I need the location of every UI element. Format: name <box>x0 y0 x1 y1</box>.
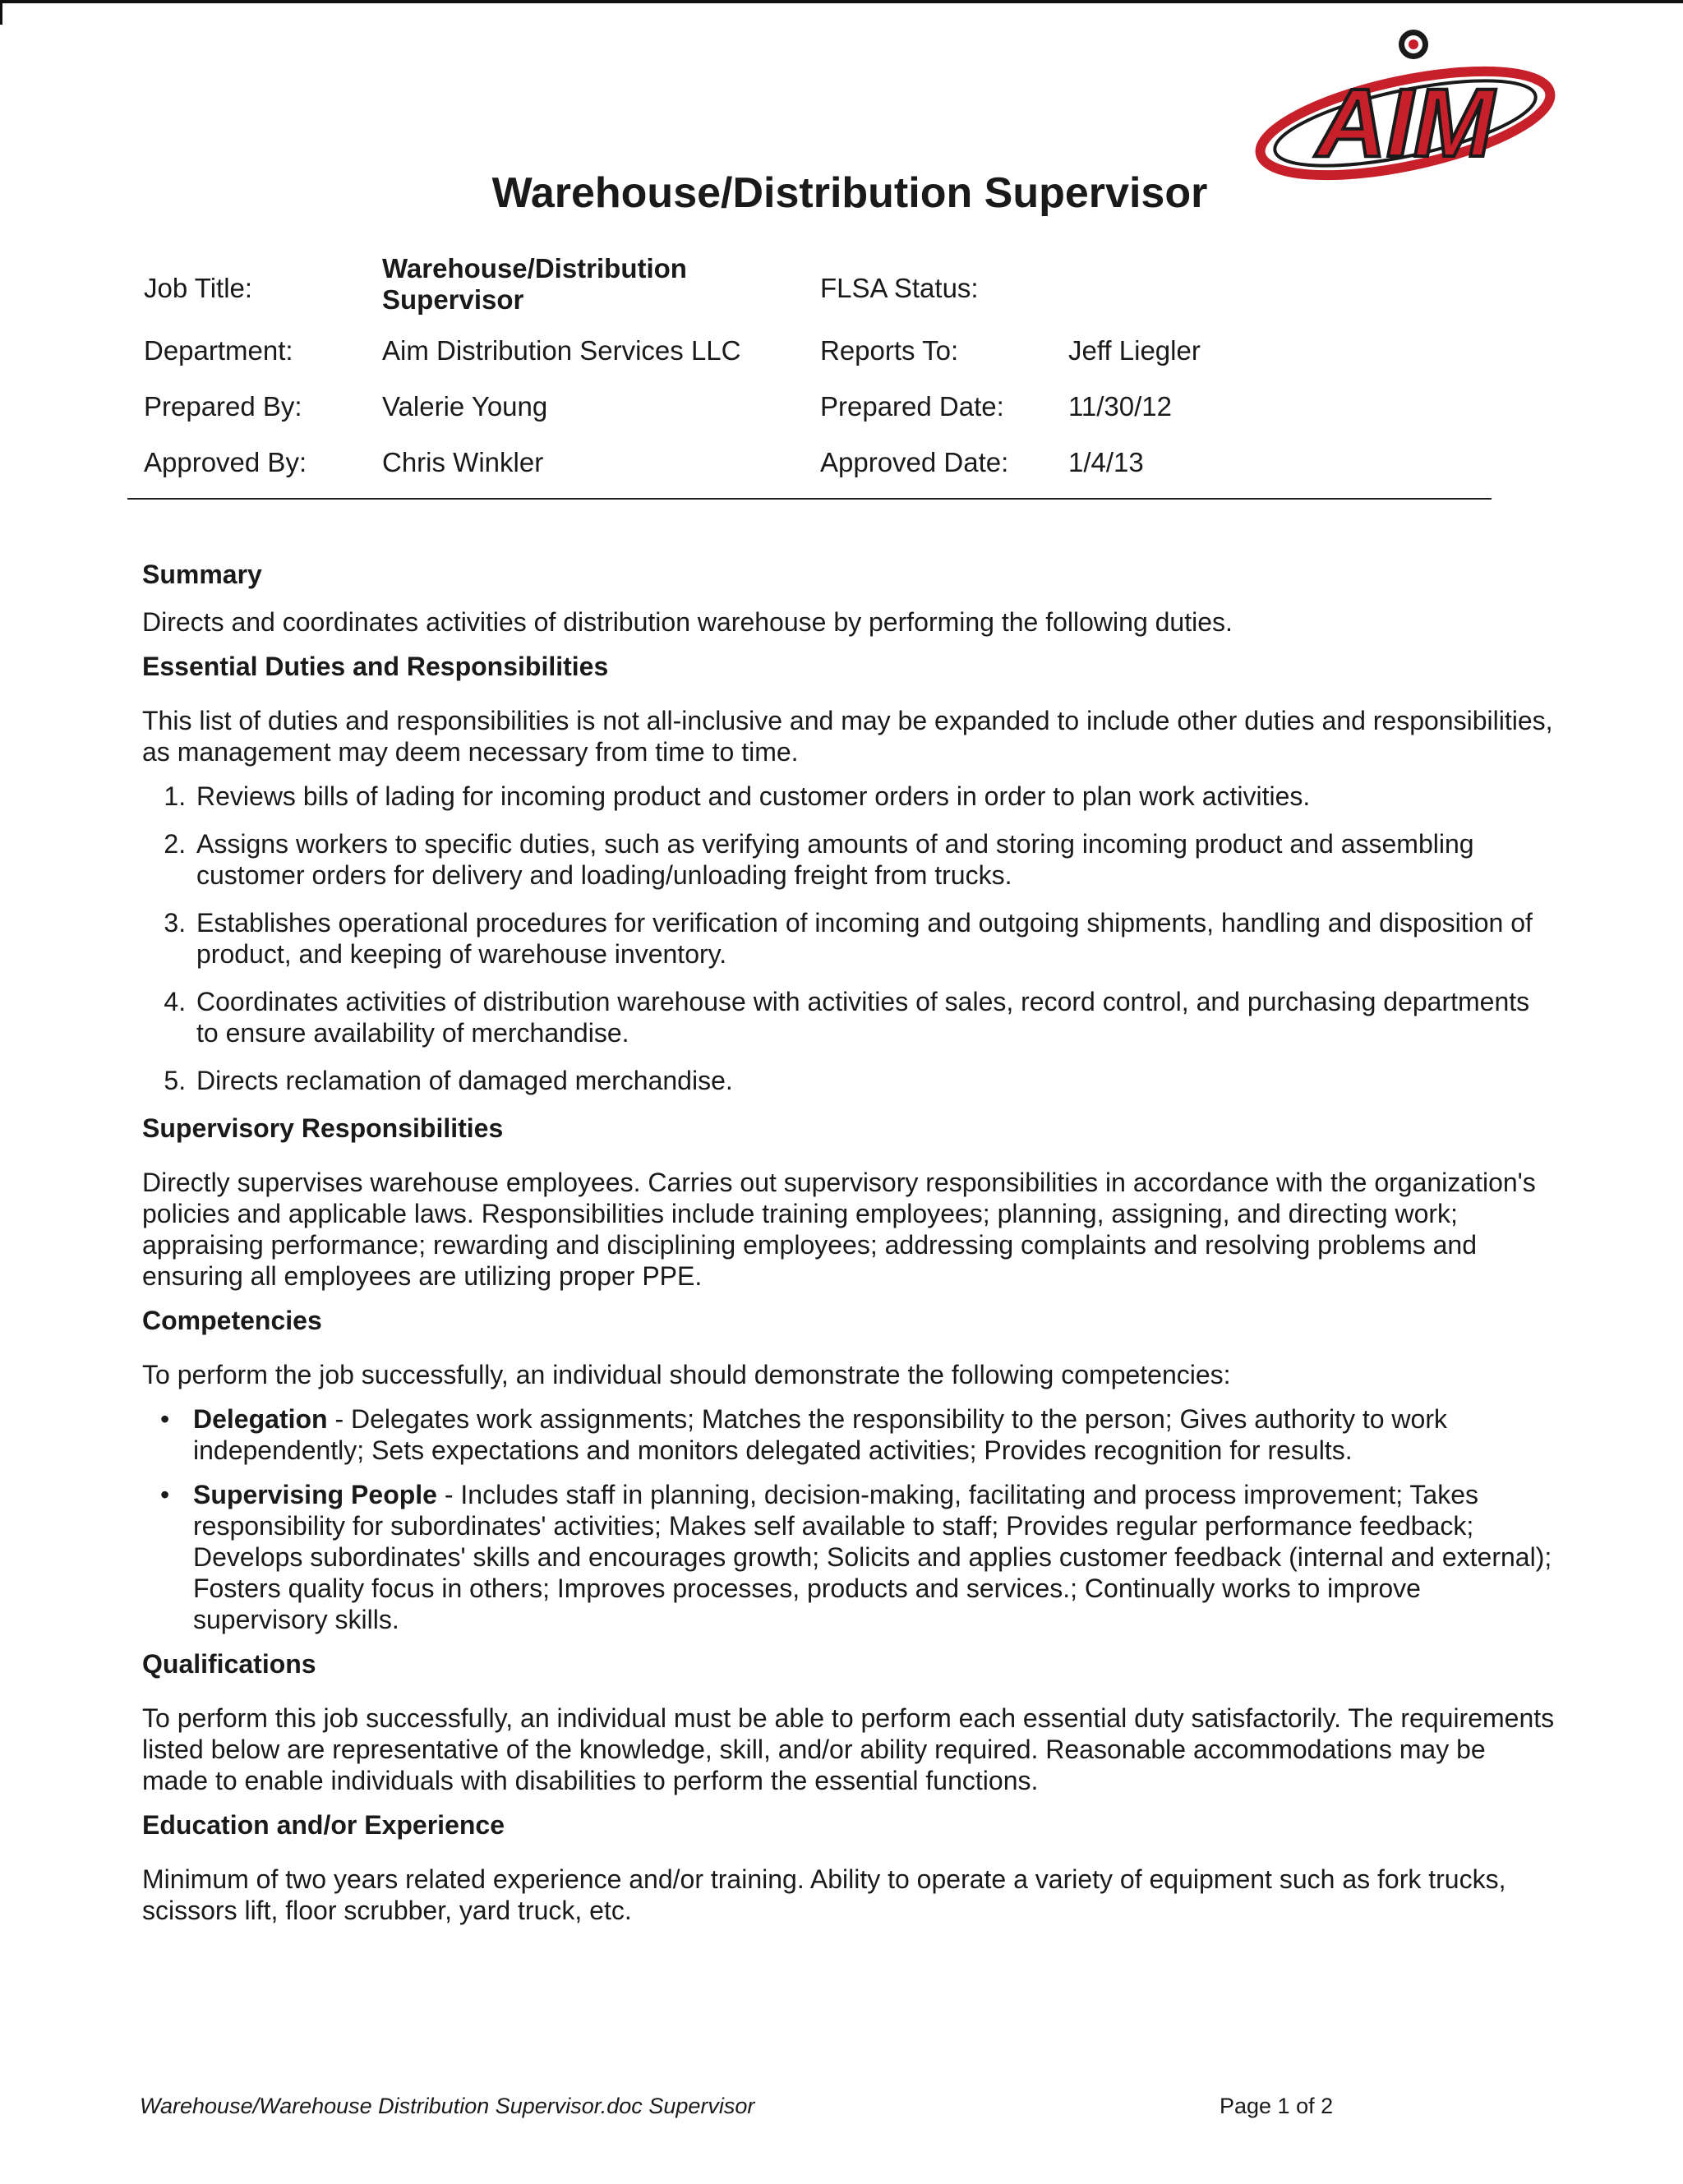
duties-heading: Essential Duties and Responsibilities <box>142 652 609 681</box>
list-item: 4. Coordinates activities of distribution warehouse with activities of sales, record control, and purchasing departments to ensure availability of merchandise. <box>193 986 1556 1048</box>
prepared-by-label: Prepared By: <box>144 391 302 422</box>
document-body <box>142 559 1556 1939</box>
flsa-status-label: FLSA Status: <box>820 273 979 303</box>
competency-text: - Includes staff in planning, decision-making, facilitating and process improvement; Takes responsibility for subordinates' activities; Makes self available to staff; Provides regular performance feedback; Develops subordinates' skills and encourages growth; Solicits and applies customer feedback (internal and external); Fosters quality focus in others; Improves processes, products and services.; Continually works to improve supervisory skills. <box>193 1480 1552 1634</box>
list-item: 1. Reviews bills of lading for incoming product and customer orders in order to plan work activities. <box>193 781 1556 812</box>
job-info-table <box>127 253 1492 503</box>
page-title: Warehouse/Distribution Supervisor <box>491 169 1208 217</box>
qualifications-heading: Qualifications <box>142 1649 316 1679</box>
left-edge-mark <box>0 0 2 25</box>
approved-date-label: Approved Date: <box>820 447 1009 477</box>
competencies-heading: Competencies <box>142 1306 322 1335</box>
info-row-job-title <box>127 253 1492 335</box>
job-title-value-line-1: Warehouse/Distribution <box>382 253 687 283</box>
duties-intro: This list of duties and responsibilities is not all-inclusive and may be expanded to include other duties and responsibilities, as management may deem necessary from time to time. <box>142 706 1553 767</box>
footer-filename: Warehouse/Warehouse Distribution Supervisor.doc Supervisor <box>140 2094 755 2118</box>
info-row-department <box>127 335 1492 391</box>
approved-by-value: Chris Winkler <box>382 447 544 477</box>
competency-text: - Delegates work assignments; Matches the responsibility to the person; Gives authority to work independently; Sets expectations and monitors delegated activities; Provides recognition for results. <box>193 1404 1447 1465</box>
list-item <box>160 1479 1556 1635</box>
prepared-date-value: 11/30/12 <box>1068 391 1173 422</box>
supervisory-text: Directly supervises warehouse employees. Carries out supervisory responsibilities in accordance with the organization's policies and applicable laws. Responsibilities include training employees; planning, assigning, and directing work; appraising performance; rewarding and disciplining employees; addressing complaints and resolving problems and ensuring all employees are utilizing proper PPE. <box>142 1168 1536 1291</box>
competency-term: Supervising People <box>193 1480 437 1509</box>
list-item: 2. Assigns workers to specific duties, such as verifying amounts of and storing incoming product and assembling customer orders for delivery and loading/unloading freight from trucks. <box>193 828 1556 891</box>
list-item: 3. Establishes operational procedures for verification of incoming and outgoing shipments, handling and disposition of product, and keeping of warehouse inventory. <box>193 907 1556 970</box>
reports-to-label: Reports To: <box>820 335 959 366</box>
approved-by-label: Approved By: <box>144 447 307 477</box>
competency-term: Delegation <box>193 1404 328 1434</box>
footer-page-number: Page 1 of 2 <box>1220 2094 1334 2118</box>
job-title-value-line-2: Supervisor <box>382 284 524 315</box>
aim-logo <box>1249 18 1561 182</box>
supervisory-heading: Supervisory Responsibilities <box>142 1113 504 1143</box>
qualifications-text: To perform this job successfully, an individual must be able to perform each essential duty satisfactorily. The requirements listed below are representative of the knowledge, skill, and/or ability required. Reasonable accommodations may be made to enable individuals with disabilities to perform the essential functions. <box>142 1703 1555 1795</box>
department-value: Aim Distribution Services LLC <box>382 335 741 366</box>
svg-text:AIM: AIM <box>1316 69 1495 177</box>
summary-heading: Summary <box>142 560 262 589</box>
list-item <box>160 1403 1556 1466</box>
approved-date-value: 1/4/13 <box>1068 447 1144 477</box>
job-title-label: Job Title: <box>144 273 253 303</box>
summary-text: Directs and coordinates activities of distribution warehouse by performing the following duties. <box>142 607 1233 637</box>
education-heading: Education and/or Experience <box>142 1810 505 1840</box>
job-title-value <box>382 253 687 316</box>
bullet-marker: • <box>160 1480 170 1509</box>
prepared-by-value: Valerie Young <box>382 391 548 422</box>
info-row-approved <box>127 447 1492 503</box>
prepared-date-label: Prepared Date: <box>820 391 1004 422</box>
bullet-marker: • <box>160 1404 170 1434</box>
department-label: Department: <box>144 335 293 366</box>
list-item: 5. Directs reclamation of damaged merchandise. <box>193 1065 1556 1096</box>
reports-to-value: Jeff Liegler <box>1068 335 1201 366</box>
competencies-intro: To perform the job successfully, an individual should demonstrate the following competencies: <box>142 1360 1231 1389</box>
education-text: Minimum of two years related experience and/or training. Ability to operate a variety of equipment such as fork trucks, scissors lift, floor scrubber, yard truck, etc. <box>142 1864 1506 1925</box>
info-table-rule <box>127 498 1492 500</box>
top-edge-rule <box>0 0 1683 3</box>
info-row-prepared <box>127 391 1492 447</box>
duties-list <box>142 781 1556 1096</box>
competencies-list <box>142 1403 1556 1635</box>
